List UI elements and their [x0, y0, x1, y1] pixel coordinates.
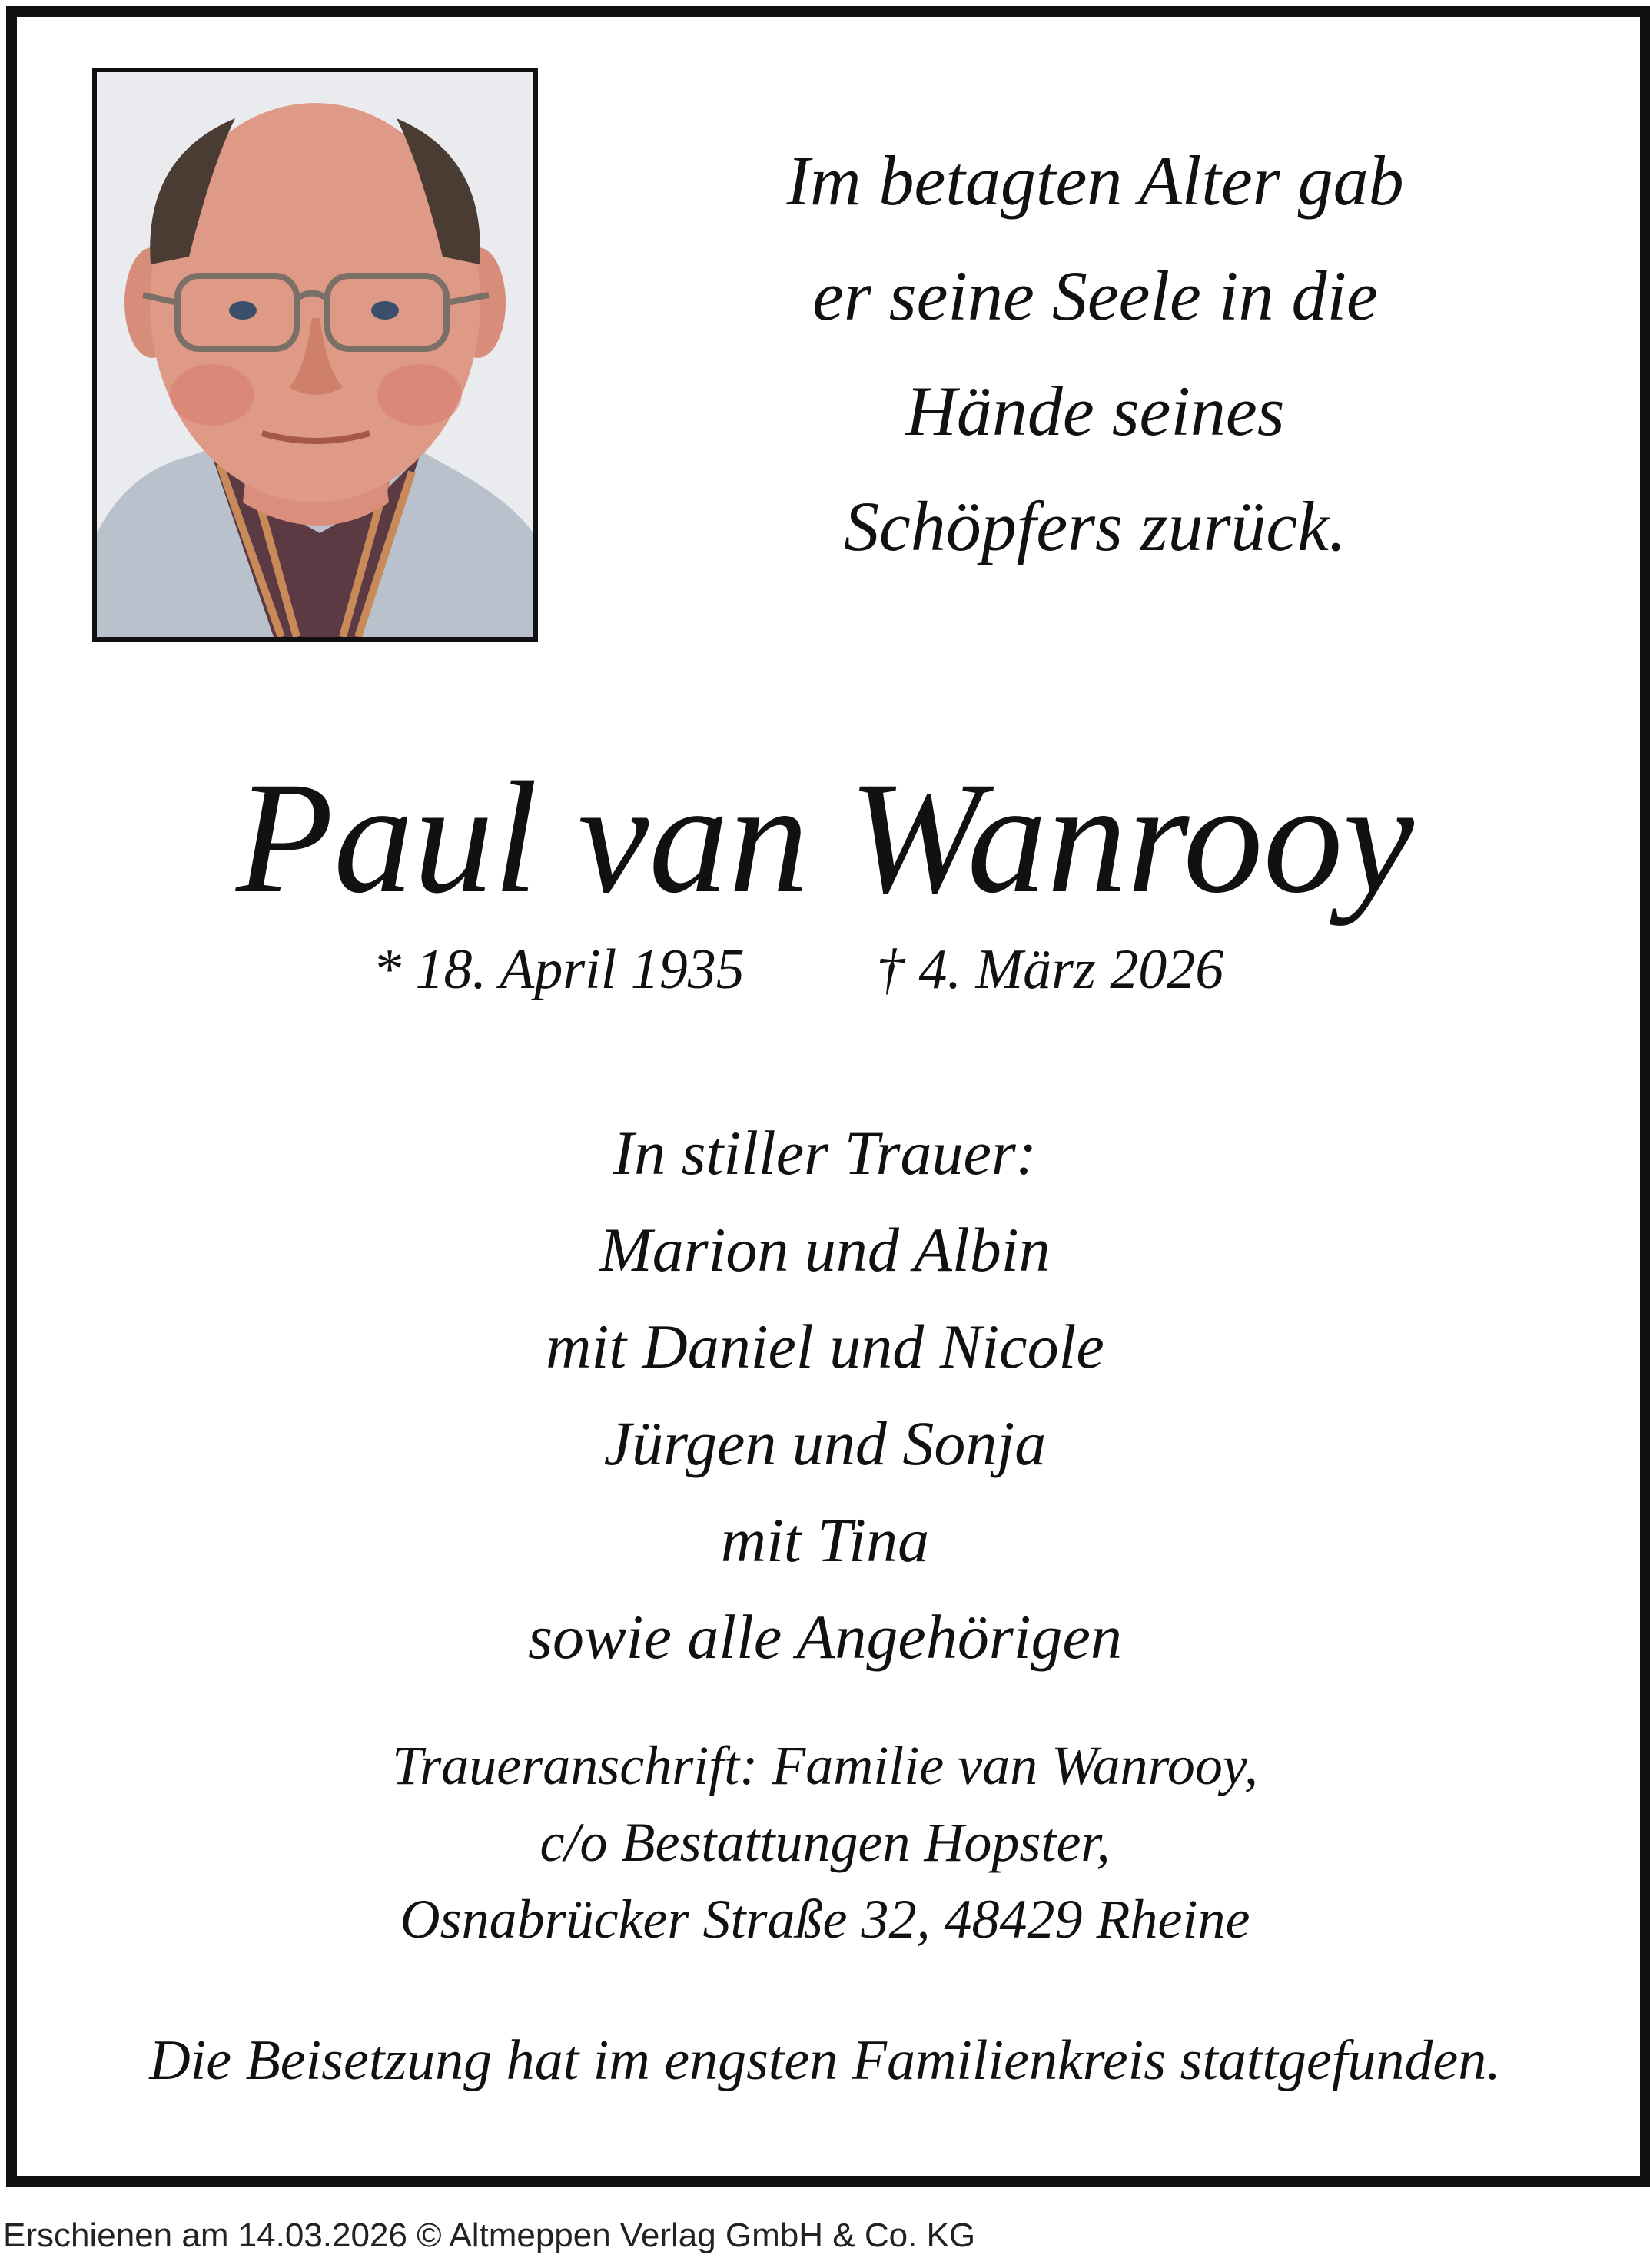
quote-line: Schöpfers zurück.	[843, 487, 1347, 565]
burial-note: Die Beisetzung hat im engsten Familienkreis stattgefunden.	[149, 2029, 1501, 2092]
publication-footer: Erschienen am 14.03.2026 © Altmeppen Verlag GmbH & Co. KG	[3, 2217, 976, 2254]
mourner-line: sowie alle Angehörigen	[528, 1602, 1122, 1672]
portrait-photo	[92, 68, 538, 642]
mourner-line: Jürgen und Sonja	[603, 1408, 1047, 1478]
mourning-address	[0, 1727, 1650, 1958]
mourner-line: mit Daniel und Nicole	[546, 1311, 1104, 1381]
mourner-line: mit Tina	[720, 1505, 930, 1575]
mourners-heading: In stiller Trauer:	[613, 1118, 1037, 1188]
deceased-name: Paul van Wanrooy	[236, 749, 1414, 926]
mourner-line: Marion und Albin	[599, 1215, 1051, 1285]
birth-date: * 18. April 1935	[373, 938, 745, 1001]
address-line: c/o Bestattungen Hopster,	[539, 1812, 1111, 1873]
portrait-illustration	[97, 72, 533, 637]
address-line: Traueranschrift: Familie van Wanrooy,	[392, 1735, 1258, 1796]
quote-line: er seine Seele in die	[812, 257, 1378, 335]
address-line: Osnabrücker Straße 32, 48429 Rheine	[400, 1888, 1250, 1950]
mourners-block	[0, 1105, 1650, 1686]
quote-line: Im betagten Alter gab	[786, 141, 1404, 220]
quote-block	[661, 123, 1529, 584]
quote-line: Hände seines	[905, 372, 1285, 450]
death-date: † 4. März 2026	[876, 938, 1224, 1001]
